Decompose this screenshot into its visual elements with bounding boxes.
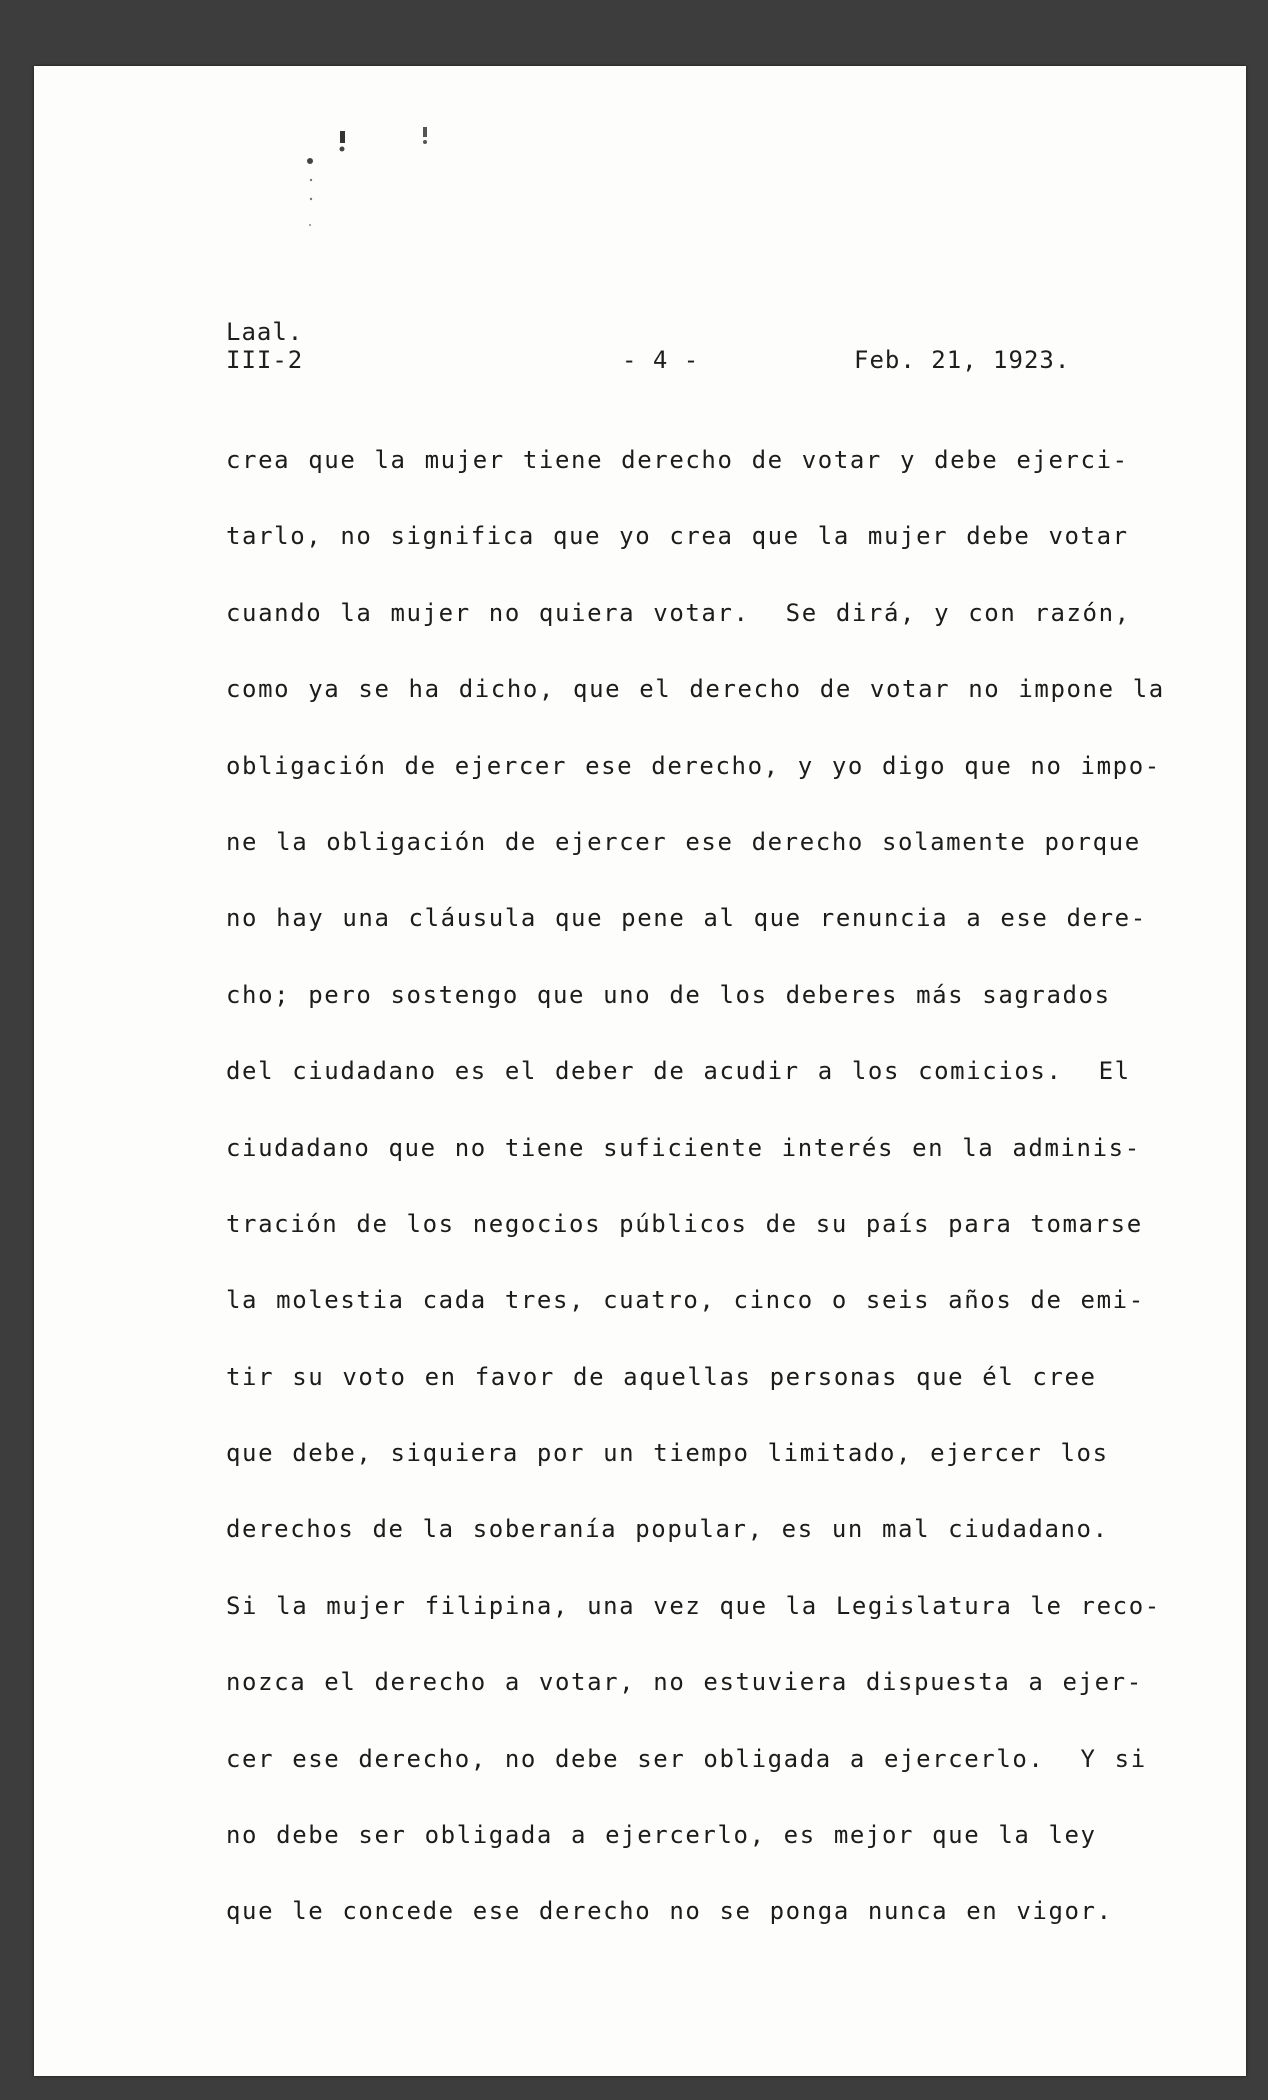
text-line: no debe ser obligada a ejercerlo, es mejor que la ley — [226, 1821, 1097, 1850]
text-line: ne la obligación de ejercer ese derecho solamente porque — [226, 827, 1141, 856]
body-text — [226, 440, 1226, 1968]
reference-line-1: Laal. — [226, 318, 304, 346]
text-line: que debe, siquiera por un tiempo limitado, ejercer los — [226, 1439, 1109, 1468]
page-header — [0, 318, 1268, 378]
text-line: cho; pero sostengo que uno de los deberes más sagrados — [226, 980, 1111, 1009]
reference-code — [226, 318, 303, 374]
text-line: ciudadano que no tiene suficiente interés en la adminis- — [226, 1133, 1141, 1162]
text-line: no hay una cláusula que pene al que renuncia a ese dere- — [226, 904, 1147, 933]
text-line: como ya se ha dicho, que el derecho de votar no impone la — [226, 675, 1165, 704]
text-line: cuando la mujer no quiera votar. Se dirá, y con razón, — [226, 598, 1131, 627]
text-line: tarlo, no significa que yo crea que la mujer debe votar — [226, 522, 1129, 551]
text-line: cer ese derecho, no debe ser obligada a ejercerlo. Y si — [226, 1744, 1147, 1773]
text-line: la molestia cada tres, cuatro, cinco o seis años de emi- — [226, 1286, 1145, 1315]
ink-specks — [300, 125, 460, 235]
text-line: derechos de la soberanía popular, es un mal ciudadano. — [226, 1515, 1109, 1544]
text-line: tración de los negocios públicos de su país para tomarse — [226, 1209, 1143, 1238]
page-number: - 4 - — [622, 346, 700, 374]
reference-line-2: III-2 — [226, 346, 304, 374]
text-line: obligación de ejercer ese derecho, y yo digo que no impo- — [226, 751, 1161, 780]
text-line: crea que la mujer tiene derecho de votar y debe ejerci- — [226, 446, 1129, 474]
text-line: del ciudadano es el deber de acudir a los comicios. El — [226, 1057, 1131, 1086]
document-date: Feb. 21, 1923. — [854, 346, 1071, 374]
text-line: nozca el derecho a votar, no estuviera dispuesta a ejer- — [226, 1668, 1143, 1697]
text-line: Si la mujer filipina, una vez que la Legislatura le reco- — [226, 1591, 1161, 1620]
text-line: que le concede ese derecho no se ponga nunca en vigor. — [226, 1897, 1113, 1926]
text-line: tir su voto en favor de aquellas personas que él cree — [226, 1362, 1097, 1391]
